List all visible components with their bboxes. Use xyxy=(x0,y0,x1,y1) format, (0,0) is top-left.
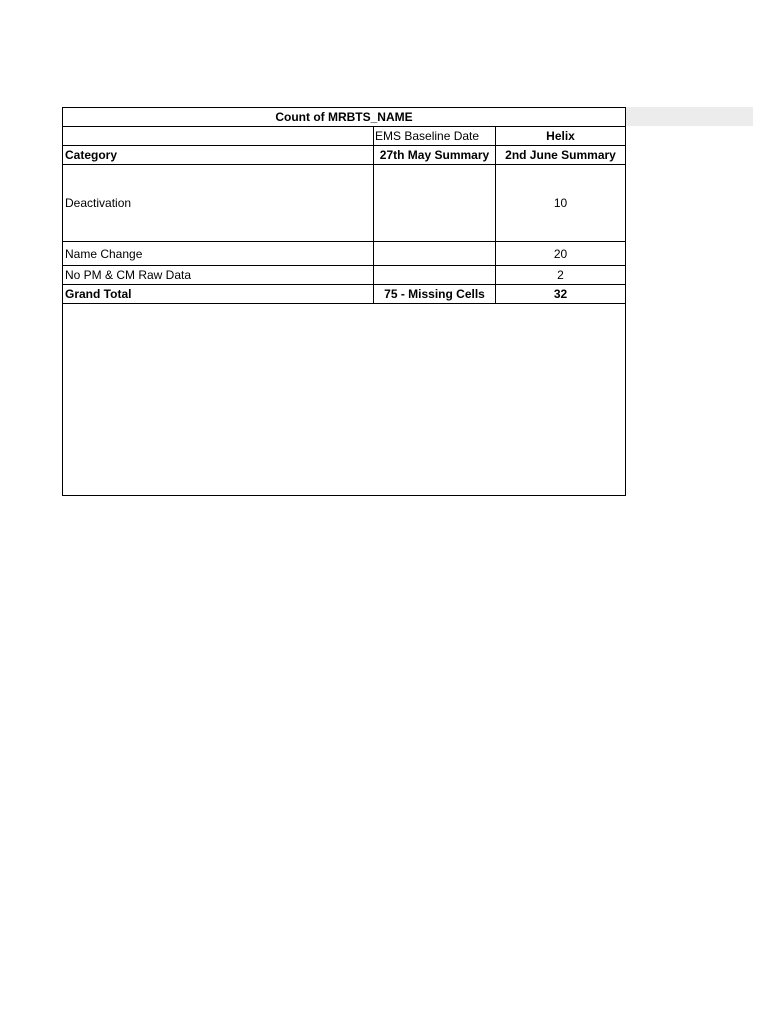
grand-total-label[interactable]: Grand Total xyxy=(63,285,374,303)
header2-helix-cell[interactable]: 2nd June Summary xyxy=(505,148,616,162)
ems-cell[interactable] xyxy=(374,242,496,265)
category-cell[interactable]: Name Change xyxy=(63,242,374,265)
grand-total-row xyxy=(63,285,625,304)
helix-cell[interactable]: 2 xyxy=(557,268,564,282)
ems-cell[interactable] xyxy=(374,266,496,284)
header2-category-cell[interactable]: Category xyxy=(63,146,374,164)
header2-ems-cell[interactable]: 27th May Summary xyxy=(374,146,496,164)
table-row xyxy=(63,242,625,266)
helix-cell[interactable]: 20 xyxy=(553,246,568,261)
grand-total-ems[interactable]: 75 - Missing Cells xyxy=(374,285,496,303)
header-row-2 xyxy=(63,146,625,165)
table-row xyxy=(63,266,625,285)
ems-cell[interactable] xyxy=(374,165,496,241)
pivot-title-row xyxy=(63,108,625,127)
header1-ems-cell[interactable]: EMS Baseline Date xyxy=(374,127,496,145)
header1-category-cell[interactable] xyxy=(63,127,374,145)
sheet-gray-strip xyxy=(625,107,753,126)
header1-helix-cell[interactable]: Helix xyxy=(546,129,575,143)
grand-total-helix[interactable]: 32 xyxy=(553,287,568,301)
category-cell[interactable]: No PM & CM Raw Data xyxy=(63,266,374,284)
header-row-1 xyxy=(63,127,625,146)
helix-cell[interactable]: 10 xyxy=(553,196,568,210)
category-cell[interactable]: Deactivation xyxy=(63,165,374,241)
table-row xyxy=(63,165,625,242)
pivot-title[interactable]: Count of MRBTS_NAME xyxy=(275,110,413,124)
pivot-table xyxy=(62,107,626,496)
